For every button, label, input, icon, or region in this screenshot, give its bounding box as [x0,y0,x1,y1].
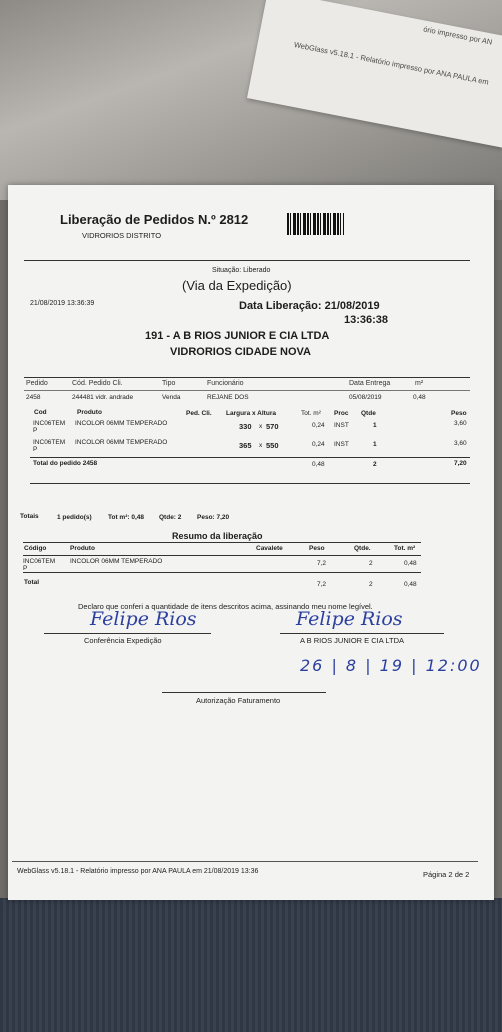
client-trade-name: VIDRORIOS CIDADE NOVA [170,346,311,358]
divider [24,260,470,261]
col-tipo: Tipo [162,380,176,387]
col-cod: Cod [34,409,47,416]
summary-col-qtde: Qtde. [354,545,371,552]
item-tot-m2: 0,24 [312,422,325,429]
release-time: 13:36:38 [344,314,389,326]
item-altura: 550 [266,441,279,450]
col-proc: Proc [334,410,349,417]
summary-cod-suffix: P [23,565,28,572]
item-peso: 3,60 [454,440,467,447]
order-number: 2458 [26,394,41,401]
item-tot-m2: 0,24 [312,441,325,448]
order-total-peso: 7,20 [454,460,467,467]
item-cod: INC06TEM [33,439,66,446]
col-pedido: Pedido [26,380,48,387]
summary-produto: INCOLOR 06MM TEMPERADO [70,558,163,565]
summary-col-peso: Peso [309,545,325,552]
totals-peso: Peso: 7,20 [197,514,230,521]
summary-total-label: Total [24,579,40,586]
order-client-code: 244481 vidr. andrade [72,394,134,401]
authorization-label: Autorização Faturamento [196,696,281,705]
col-funcionario: Funcionário [207,380,244,387]
summary-col-codigo: Código [24,545,47,552]
col-qtde: Qtde [361,410,376,417]
item-largura: 330 [239,422,252,431]
summary-col-produto: Produto [70,545,95,552]
totals-label: Totais [20,513,39,520]
summary-col-cavalete: Cavalete [256,545,283,552]
background-paper-footer: WebGlass v5.18.1 - Relatório impresso por ANA PAULA em [293,40,490,87]
summary-total-m2: 0,48 [404,581,417,588]
col-tot-m2: Tot. m² [301,410,321,417]
item-cod: INC06TEM [33,420,66,427]
signature-right: Felipe Rios [296,608,403,630]
item-cod-suffix: P [33,446,38,453]
item-qtde: 1 [373,422,377,429]
divider [23,572,421,573]
divider [24,377,470,378]
col-largura-altura: Largura x Altura [226,410,276,417]
barcode-icon [287,213,344,235]
col-data-entrega: Data Entrega [349,380,391,387]
document-title: Liberação de Pedidos N.º 2812 [60,212,249,227]
item-x: x [259,423,263,430]
col-cod-pedido-cli: Cód. Pedido Cli. [72,380,123,387]
status-text: Situação: Liberado [212,267,271,274]
company-name: VIDRORIOS DISTRITO [82,231,162,240]
totals-m2: Tot m²: 0,48 [108,514,144,521]
summary-total-peso: 7,2 [317,581,327,588]
copy-label: (Via da Expedição) [182,278,292,293]
col-m2: m² [415,380,424,387]
divider [30,483,470,484]
summary-peso: 7,2 [317,560,327,567]
item-cod-suffix: P [33,427,38,434]
item-largura: 365 [239,441,252,450]
signature-line [44,633,211,634]
col-produto: Produto [77,409,102,416]
handwritten-date: 26 | 8 | 19 | 12:00 [300,656,482,675]
order-total-label: Total do pedido 2458 [33,460,98,467]
signature-line [280,633,444,634]
item-produto: INCOLOR 06MM TEMPERADO [75,439,168,446]
signature-right-label: A B RIOS JUNIOR E CIA LTDA [300,636,405,645]
print-timestamp: 21/08/2019 13:36:39 [30,300,95,307]
item-x: x [259,442,263,449]
totals-qtde: Qtde: 2 [159,514,182,521]
summary-tot-m2: 0,48 [404,560,417,567]
divider [23,555,421,556]
document-page [8,185,494,900]
totals-pedidos: 1 pedido(s) [57,514,92,521]
item-proc: INST [334,422,349,429]
footer-text: WebGlass v5.18.1 - Relatório impresso por ANA PAULA em 21/08/2019 13:36 [17,868,259,875]
divider [30,457,470,458]
summary-total-qtde: 2 [369,581,373,588]
order-employee: REJANE DOS [207,394,249,401]
client-name: 191 - A B RIOS JUNIOR E CIA LTDA [145,330,330,342]
item-produto: INCOLOR 06MM TEMPERADO [75,420,168,427]
signature-left-label: Conferência Expedição [84,636,162,645]
summary-col-tot-m2: Tot. m² [394,545,416,552]
signature-line [162,692,326,693]
summary-title: Resumo da liberação [172,531,263,541]
item-peso: 3,60 [454,420,467,427]
order-total-m2: 0,48 [312,461,325,468]
declaration-text: Declaro que conferi a quantidade de itens descritos acima, assinando meu nome legível. [78,602,373,611]
divider [24,390,470,391]
col-peso: Peso [451,410,467,417]
summary-cod: INC06TEM [23,558,56,565]
item-altura: 570 [266,422,279,431]
item-qtde: 1 [373,441,377,448]
order-delivery-date: 05/08/2019 [349,394,382,401]
divider [12,861,478,862]
divider [23,542,421,543]
order-type: Venda [162,394,181,401]
order-m2: 0,48 [413,394,426,401]
release-date: Data Liberação: 21/08/2019 [239,300,380,312]
item-proc: INST [334,441,349,448]
background-fabric [0,898,502,1032]
summary-qtde: 2 [369,560,373,567]
signature-left: Felipe Rios [90,608,197,630]
background-paper-corner: ório impresso por AN [422,24,494,47]
order-total-qtde: 2 [373,461,377,468]
page-number: Página 2 de 2 [423,870,470,879]
col-ped-cli: Ped. Cli. [186,410,212,417]
